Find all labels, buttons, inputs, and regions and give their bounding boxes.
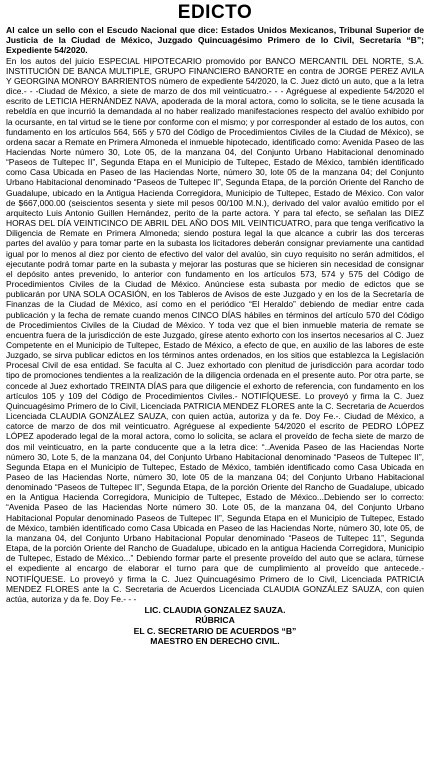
- edict-body: En los autos del juicio ESPECIAL HIPOTECARIO promovido por BANCO MERCANTIL DEL NORTE, S.A. INSTITUCIÓN DE BANCA MULTIPLE, GRUPO FINANCIERO BANORTE en contra de JORGE PEREZ AVILA Y GEORGINA MONROY BARRIENTOS número de expediente 54/2020, la C. Juez dictó un auto, que a la letra dice.- - -Ciudad de México, a siete de marzo de dos mil veinticuatro.- - - Agréguese al expediente 54/2020 el escrito de LETICIA HERNÁNDEZ NAVA, apoderada de la moral actora, como lo solicita, se le tiene acusada la rebeldía en que incurrió la demandada al no haber realizado manifestaciones respecto del avalúo exhibido por la ocursante, en tal virtud se le tiene por conforme con el mismo; y por corresponder al estado de los autos, con fundamento en los artículos 564, 565 y 570 del Código de Procedimientos Civiles de la Ciudad de México), se ordena sacar a Remate en Primera Almoneda el inmueble hipotecado, identificado como: Avenida Paseo de las Haciendas Norte número 30, Lote 05, de la manzana 04, del Conjunto Urbano Habitacional denominado “Paseos de Tultepec II”, Segunda Etapa en el Municipio de Tultepec, Estado de México, también identificado como Casa Ubicada en Paseo de las Haciendas Norte, número 30, lote 05 de la manzana 04; del Conjunto Urbano Habitacional denominado “Paseos de Tultepec II”, Segunda Etapa, de la porción Oriente del Rancho de Guadalupe, ubicado en la Antigua Hacienda Corregidora, Municipio de Tultepec, Estado de México. Con valor de $667,000.00 (seiscientos sesenta y siete mil pesos 00/100 M.N.), derivado del valor avalúo emitido por el arquitecto Luis Antonio Guillen Hernández, perito de la parte actora. Y para tal efecto, se señalan las DIEZ HORAS DEL DÍA VEINTICINCO DE ABRIL DEL AÑO DOS MIL VEINTICUATRO, para que tenga verificativo la Diligencia de Remate en Primera Almoneda; siendo postura legal la que alcance a cubrir las dos terceras partes del avalúo y para tomar parte en la subasta los licitadores deberán consignar previamente una cantidad igual por lo menos al diez por ciento de efectivo del valor del avalúo, sin cuyo requisito no serán admitidos, el ejecutante podrá tomar parte en la subasta y mejorar las posturas que se hicieren sin necesidad de consignar el depósito antes prevenido, lo anterior con fundamento en los artículos 573, 574 y 575 del Código de Procedimientos Civiles de la Ciudad de México. Anúnciese esta subasta por medio de edictos que se publicarán por UNA SOLA OCASIÓN, en los Tableros de Avisos de este Juzgado y en los de la Secretaría de Finanzas de la Ciudad de México, así como en el periódico “El Heraldo” debiendo de mediar entre cada publicación y la fecha de remate cuando menos CINCO DÍAS hábiles en términos del artículo 570 del Código de Procedimientos Civiles de la Ciudad de México. Y toda vez que el bien inmueble materia de remate se encuentra fuera de la jurisdicción de este Juzgado, gírese atento exhorto con los insertos necesarios al C. Juez Competente en el Municipio de Tultepec, Estado de México, a efecto de que, en auxilio de las labores de este Juzgado, se sirva publicar edictos en los términos antes ordenados, en los sitios que establezca la Legislación Procesal Civil de esa entidad. Se faculta al C. Juez exhortado con plenitud de jurisdicción para acordar todo tipo de promociones tendientes a la realización de la diligencia ordenada en el presente auto. Por otra parte, se concede al Juez exhortado TREINTA DÍAS para que diligencie el exhorto de referencia, con fundamento en los artículos 105 y 109 del Código de Procedimientos Civiles.- NOTIFÍQUESE. Lo proveyó y firma la C. Juez Quincuagésimo Primero de lo Civil, Licenciada PATRICIA MENDEZ FLORES ante la C. Secretaria de Acuerdos Licenciada CLAUDIA GONZÁLEZ SAUZA, con quien actúa, autoriza y da fe. Doy Fe.-. Ciudad de México, a catorce de marzo de dos mil veinticuatro. Agréguese al expediente 54/2020 el escrito de PEDRO LÓPEZ LÓPEZ apoderado legal de la moral actora, como lo solicita, se aclara el proveído de fecha siete de marzo de dos mil veinticuatro, en la parte conducente que a la letra dice: “..Avenida Paseo de las Haciendas Norte número 30, Lote 5, de la manzana 04, del Conjunto Urbano Habitacional denominado “Paseos de Tultepec II”, Segunda Etapa en el Municipio de Tultepec, Estado de México, también identificado como Casa Ubicada en Paseo de las Haciendas Norte, número 30, lote 05 de la manzana 04; del Conjunto Urbano Habitacional denominado “Paseos de Tultepec II”, Segunda Etapa, de la porción Oriente del Rancho de Guadalupe, ubicado en la Antigua Hacienda Corregidora, Municipio de Tultepec, Estado de México...Debiendo ser lo correcto: “Avenida Paseo de las Haciendas Norte número 30. Lote 05, de la manzana 04, del Conjunto Urbano Habitacional Popular denominado Paseos de Tultepec II”, Segunda Etapa en el Municipio de Tultepec, Estado de México, también identificado como Casa Ubicada en Paseo de las Haciendas Norte, número 30, lote 05, de la manzana 04, del Conjunto Urbano Habitacional Popular denominado “Paseos de Tultepec 11”, Segunda Etapa, de la porción Oriente del Rancho de Guadalupe, ubicado en la antigua Hacienda Corregidora, Municipio de Tultepec, Estado de México...” Debiendo formar parte el presente proveído del auto que se aclara, túrnese el expediente al encargo de elaborar el turno para que de cumplimiento al proveído que antecede.- NOTIFÍQUESE. Lo proveyó y firma la C. Juez Quincuagésimo Primero de lo Civil, Licenciada PATRICIA MENDEZ FLORES ante la C. Secretaria de Acuerdos Licenciada CLAUDIA GONZÁLEZ SAUZA, con quien actúa, autoriza y da fe. Doy Fe.- - -: [6, 55, 424, 604]
- seal-header: Al calce un sello con el Escudo Nacional que dice: Estados Unidos Mexicanos, Tribunal Superior de Justicia de la Ciudad de México, Juzgado Quincuagésimo Primero de lo Civil, Secretaría “B”; Expediente 54/2020.: [6, 25, 424, 56]
- signatory-name: LIC. CLAUDIA GONZALEZ SAUZA.: [144, 605, 286, 616]
- signatory-degree: MAESTRO EN DERECHO CIVIL.: [150, 636, 280, 647]
- signature-block: [6, 605, 424, 647]
- signatory-title: EL C. SECRETARIO DE ACUERDOS “B”: [133, 625, 297, 636]
- edict-title: EDICTO: [177, 2, 253, 23]
- rubrica-label: RÚBRICA: [195, 615, 235, 626]
